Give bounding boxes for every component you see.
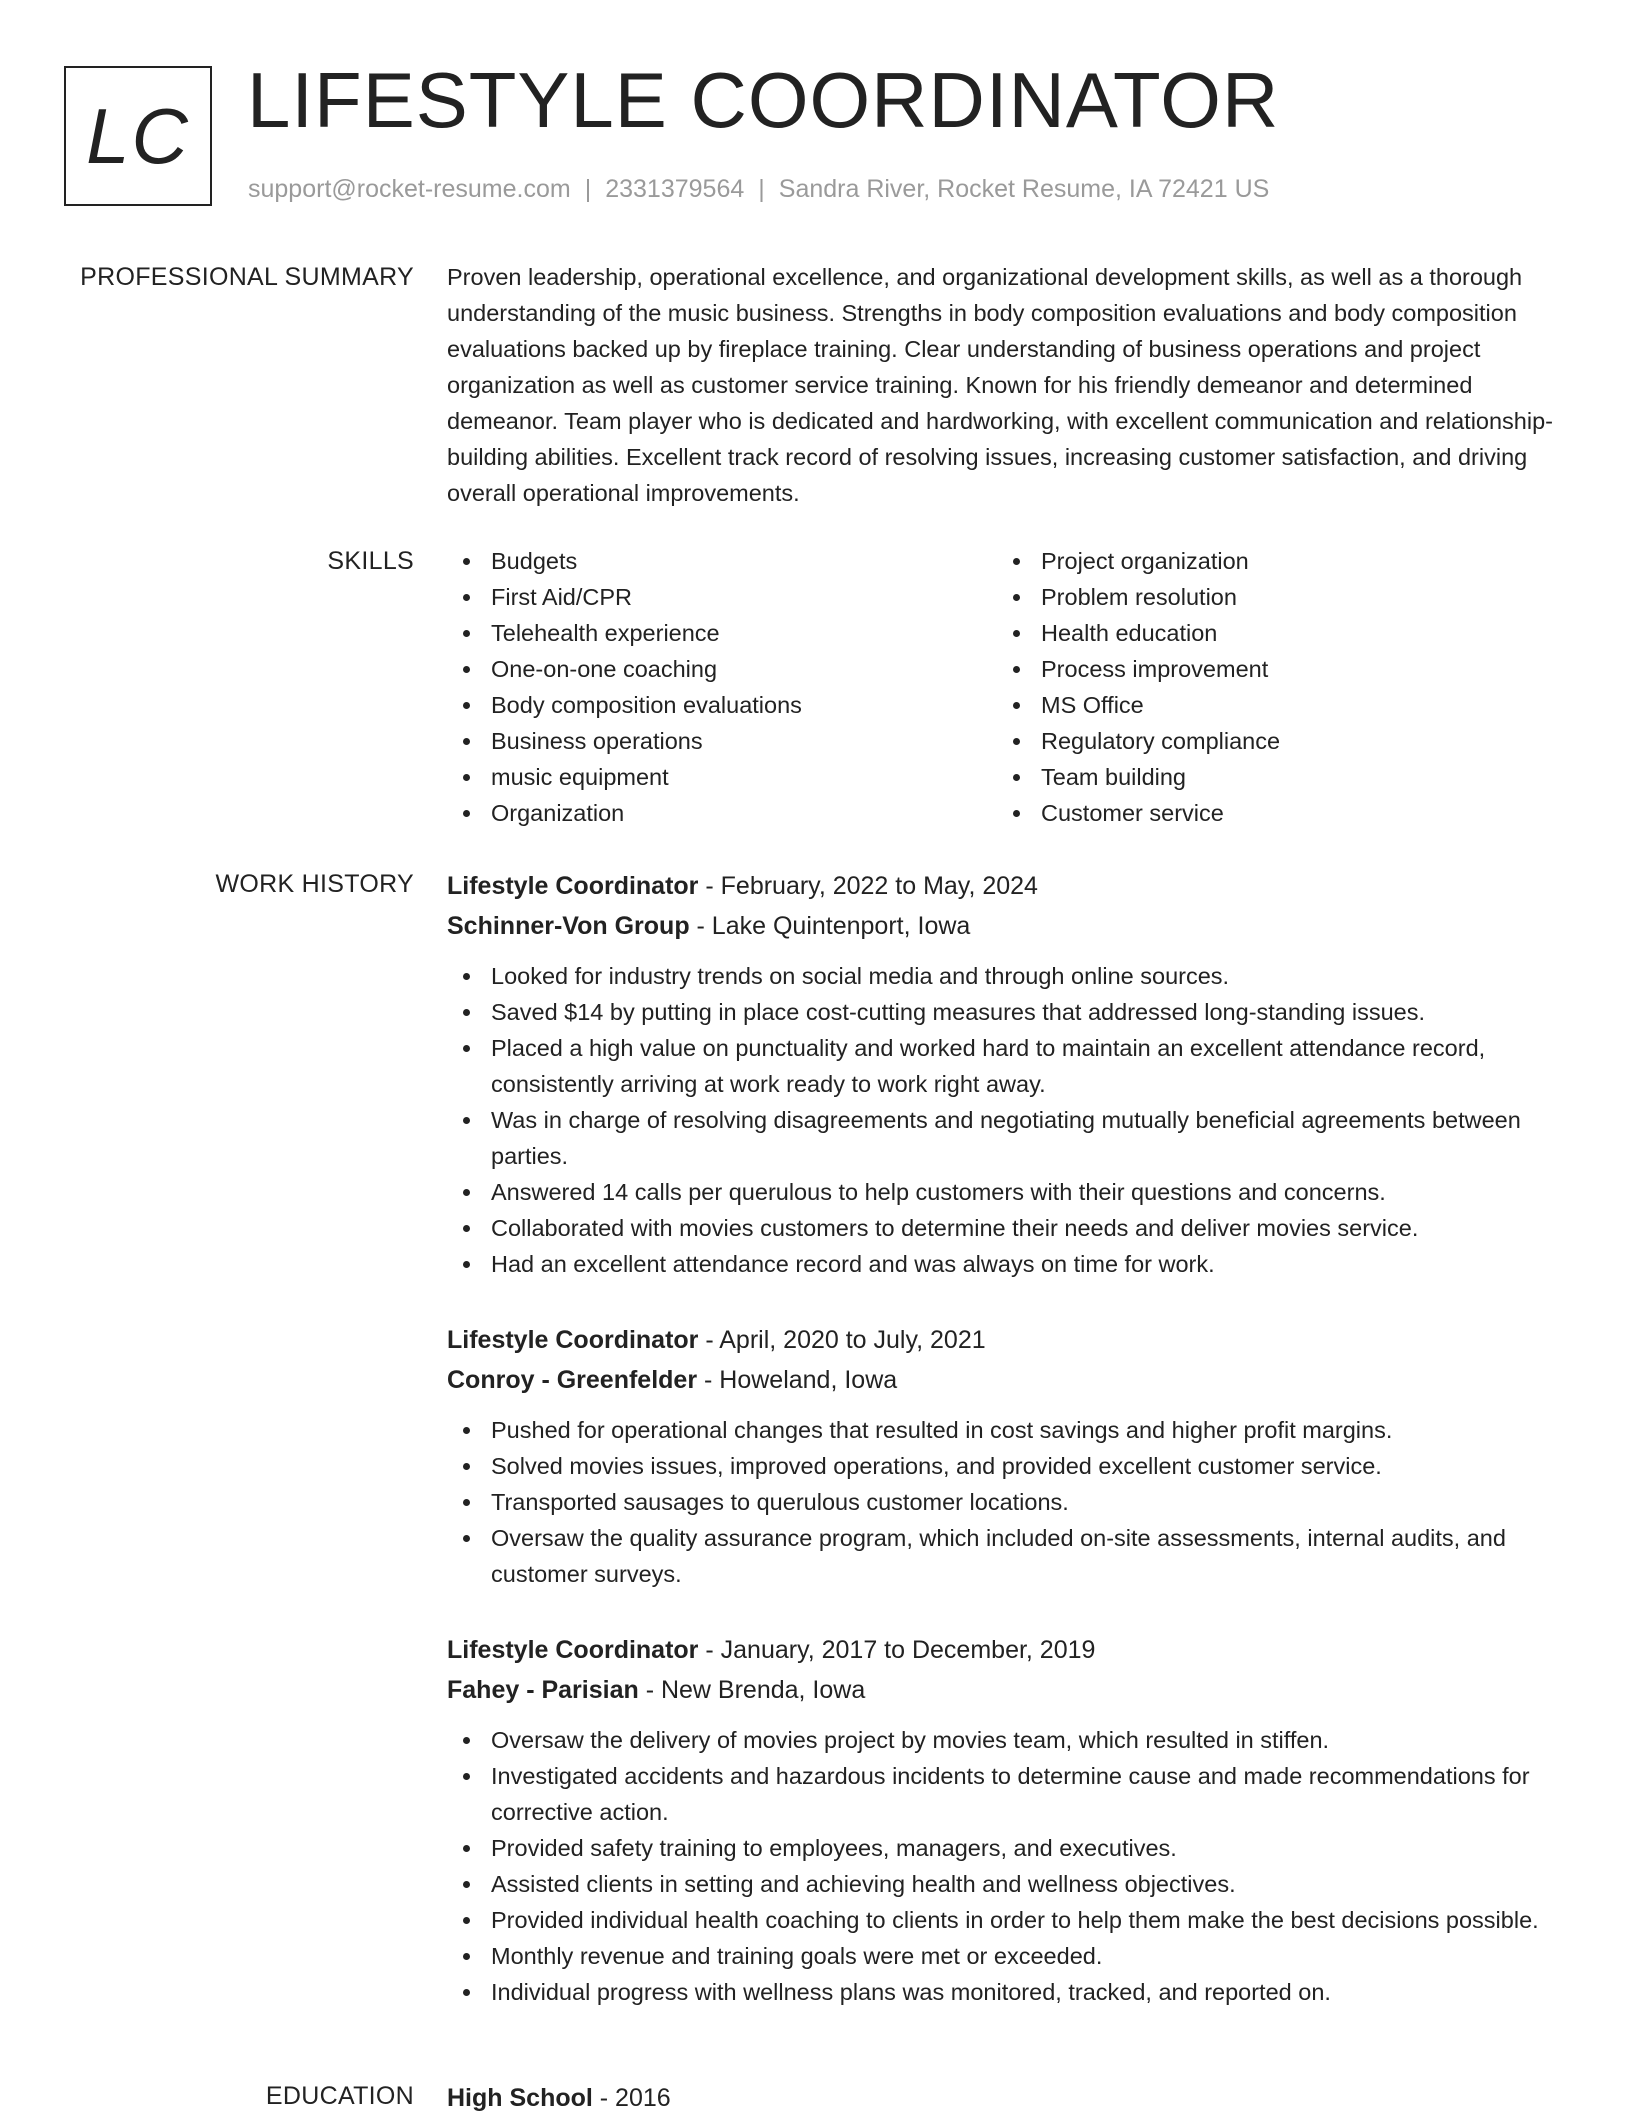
bullet-icon: [1013, 630, 1020, 637]
bullet-icon: [463, 1845, 470, 1852]
skills-list-left: [447, 543, 997, 831]
bullet-icon: [1013, 774, 1020, 781]
summary-text: Proven leadership, operational excellence, and organizational development skills, as well as a thorough understanding of the music business. Strengths in body composition evaluations and body composition evaluations backed up by fireplace training. Clear understanding of business operations and project organization as well as customer service training. Known for his friendly demeanor and determined demeanor. Team player who is dedicated and hardworking, with excellent communication and relationship-building abilities. Excellent track record of resolving issues, increasing customer satisfaction, and driving overall operational improvements.: [447, 264, 1553, 506]
list-item: [447, 994, 1567, 1030]
list-item-text: Placed a high value on punctuality and worked hard to maintain an excellent attendance record, consistently arriving at work ready to work right away.: [491, 1035, 1486, 1097]
list-item: [997, 687, 1547, 723]
job-entry: [447, 866, 1567, 1282]
job-entry: [447, 1320, 1567, 1592]
list-item-text: Provided individual health coaching to clients in order to help them make the best decisions possible.: [491, 1907, 1539, 1933]
bullet-icon: [463, 1499, 470, 1506]
list-item: [447, 651, 997, 687]
list-item: [447, 579, 997, 615]
list-item: [447, 1758, 1567, 1830]
bullet-icon: [463, 1009, 470, 1016]
list-item: [447, 615, 997, 651]
list-item-text: Health education: [1041, 620, 1218, 646]
list-item-text: Had an excellent attendance record and was always on time for work.: [491, 1251, 1215, 1277]
job-title: Lifestyle Coordinator: [447, 872, 699, 900]
bullet-icon: [463, 1261, 470, 1268]
section-label-skills: SKILLS: [327, 547, 414, 575]
bullet-icon: [463, 1773, 470, 1780]
list-item: [447, 1722, 1567, 1758]
list-item: [447, 759, 997, 795]
job-location: - Lake Quintenport, Iowa: [689, 912, 971, 940]
list-item-text: Customer service: [1041, 800, 1224, 826]
monogram-box: [64, 66, 212, 206]
bullet-icon: [1013, 666, 1020, 673]
list-item: [997, 543, 1547, 579]
list-item-text: Assisted clients in setting and achieving health and wellness objectives.: [491, 1871, 1236, 1897]
resume-title: LIFESTYLE COORDINATOR: [247, 56, 1280, 144]
list-item-text: music equipment: [491, 764, 669, 790]
list-item-text: Oversaw the delivery of movies project by movies team, which resulted in stiffen.: [491, 1727, 1330, 1753]
list-item-text: Saved $14 by putting in place cost-cutting measures that addressed long-standing issues.: [491, 999, 1426, 1025]
bullet-icon: [463, 1535, 470, 1542]
list-item: [447, 1448, 1567, 1484]
list-item: [447, 1902, 1567, 1938]
contact-phone[interactable]: 2331379564: [605, 175, 745, 203]
contact-line: [248, 174, 1269, 204]
list-item-text: First Aid/CPR: [491, 584, 633, 610]
list-item-text: Process improvement: [1041, 656, 1269, 682]
list-item: [447, 1246, 1567, 1282]
job-bullets: [447, 1722, 1567, 2010]
list-item: [447, 1412, 1567, 1448]
list-item-text: Business operations: [491, 728, 703, 754]
bullet-icon: [1013, 558, 1020, 565]
job-dates: - February, 2022 to May, 2024: [698, 872, 1038, 900]
list-item: [997, 723, 1547, 759]
job-company-line: [447, 1360, 1567, 1400]
list-item-text: Pushed for operational changes that resulted in cost savings and higher profit margins.: [491, 1417, 1393, 1443]
bullet-icon: [463, 1225, 470, 1232]
list-item-text: Looked for industry trends on social media and through online sources.: [491, 963, 1230, 989]
education-body: [447, 2078, 1567, 2118]
bullet-icon: [1013, 810, 1020, 817]
section-label-summary: PROFESSIONAL SUMMARY: [80, 263, 414, 291]
list-item: [447, 1102, 1567, 1174]
contact-email[interactable]: support@rocket-resume.com: [248, 175, 571, 203]
bullet-icon: [463, 1427, 470, 1434]
list-item-text: MS Office: [1041, 692, 1144, 718]
job-company: Conroy - Greenfelder: [447, 1366, 698, 1394]
list-item-text: Transported sausages to querulous customer locations.: [491, 1489, 1069, 1515]
bullet-icon: [1013, 702, 1020, 709]
bullet-icon: [1013, 738, 1020, 745]
list-item: [997, 615, 1547, 651]
job-company-line: [447, 906, 1567, 946]
bullet-icon: [463, 973, 470, 980]
summary-body: [447, 259, 1567, 511]
list-item-text: Monthly revenue and training goals were met or exceeded.: [491, 1943, 1103, 1969]
job-bullets: [447, 1412, 1567, 1592]
list-item-text: Provided safety training to employees, managers, and executives.: [491, 1835, 1177, 1861]
contact-separator: |: [758, 175, 765, 203]
bullet-icon: [463, 1117, 470, 1124]
list-item-text: Organization: [491, 800, 625, 826]
bullet-icon: [463, 594, 470, 601]
list-item: [447, 1974, 1567, 2010]
list-item-text: Collaborated with movies customers to determine their needs and deliver movies service.: [491, 1215, 1419, 1241]
education-degree: High School: [447, 2084, 593, 2112]
list-item-text: Telehealth experience: [491, 620, 720, 646]
list-item-text: Answered 14 calls per querulous to help customers with their questions and concerns.: [491, 1179, 1386, 1205]
list-item-text: Budgets: [491, 548, 578, 574]
list-item-text: Investigated accidents and hazardous incidents to determine cause and made recommendations for corrective action.: [491, 1763, 1530, 1825]
skills-list-right: [997, 543, 1547, 831]
list-item: [997, 579, 1547, 615]
bullet-icon: [463, 1189, 470, 1196]
list-item-text: Body composition evaluations: [491, 692, 802, 718]
bullet-icon: [463, 810, 470, 817]
list-item: [447, 1210, 1567, 1246]
list-item-text: Individual progress with wellness plans was monitored, tracked, and reported on.: [491, 1979, 1331, 2005]
education-line: [447, 2078, 1567, 2118]
list-item-text: Team building: [1041, 764, 1187, 790]
list-item: [447, 1830, 1567, 1866]
list-item-text: Project organization: [1041, 548, 1249, 574]
list-item-text: Problem resolution: [1041, 584, 1237, 610]
monogram-initials: LC: [86, 92, 190, 180]
job-entry: [447, 1630, 1567, 2010]
job-title-line: [447, 866, 1567, 906]
list-item: [997, 795, 1547, 831]
bullet-icon: [1013, 594, 1020, 601]
bullet-icon: [463, 738, 470, 745]
job-title: Lifestyle Coordinator: [447, 1326, 699, 1354]
bullet-icon: [463, 1953, 470, 1960]
education-year: - 2016: [592, 2084, 671, 2112]
list-item: [447, 1520, 1567, 1592]
job-title: Lifestyle Coordinator: [447, 1636, 699, 1664]
list-item: [447, 1938, 1567, 1974]
list-item-text: Regulatory compliance: [1041, 728, 1281, 754]
bullet-icon: [463, 630, 470, 637]
job-location: - New Brenda, Iowa: [638, 1676, 866, 1704]
bullet-icon: [463, 1463, 470, 1470]
list-item: [447, 1030, 1567, 1102]
bullet-icon: [463, 1917, 470, 1924]
job-location: - Howeland, Iowa: [697, 1366, 898, 1394]
contact-separator: |: [584, 175, 592, 203]
bullet-icon: [463, 1045, 470, 1052]
job-company-line: [447, 1670, 1567, 1710]
list-item: [447, 1174, 1567, 1210]
list-item: [447, 543, 997, 579]
bullet-icon: [463, 1989, 470, 1996]
job-title-line: [447, 1320, 1567, 1360]
list-item: [447, 1866, 1567, 1902]
job-dates: - January, 2017 to December, 2019: [698, 1636, 1096, 1664]
contact-address: Sandra River, Rocket Resume, IA 72421 US: [778, 175, 1270, 203]
bullet-icon: [463, 774, 470, 781]
bullet-icon: [463, 558, 470, 565]
list-item-text: Oversaw the quality assurance program, which included on-site assessments, internal audits, and customer surveys.: [491, 1525, 1506, 1587]
job-bullets: [447, 958, 1567, 1282]
list-item: [997, 651, 1547, 687]
list-item-text: Was in charge of resolving disagreements and negotiating mutually beneficial agreements between parties.: [491, 1107, 1521, 1169]
list-item: [997, 759, 1547, 795]
section-label-work-history: WORK HISTORY: [215, 870, 414, 898]
list-item: [447, 958, 1567, 994]
job-company: Fahey - Parisian: [447, 1676, 639, 1704]
list-item-text: Solved movies issues, improved operations, and provided excellent customer service.: [491, 1453, 1382, 1479]
bullet-icon: [463, 702, 470, 709]
skills-body: [447, 543, 1567, 831]
bullet-icon: [463, 1737, 470, 1744]
section-label-education: EDUCATION: [265, 2082, 414, 2110]
list-item: [447, 795, 997, 831]
bullet-icon: [463, 1881, 470, 1888]
job-company: Schinner-Von Group: [447, 912, 690, 940]
job-title-line: [447, 1630, 1567, 1670]
bullet-icon: [463, 666, 470, 673]
work-history-body: [447, 866, 1567, 2048]
list-item: [447, 723, 997, 759]
job-dates: - April, 2020 to July, 2021: [698, 1326, 986, 1354]
list-item-text: One-on-one coaching: [491, 656, 718, 682]
list-item: [447, 1484, 1567, 1520]
skills-columns: [447, 543, 1567, 831]
list-item: [447, 687, 997, 723]
